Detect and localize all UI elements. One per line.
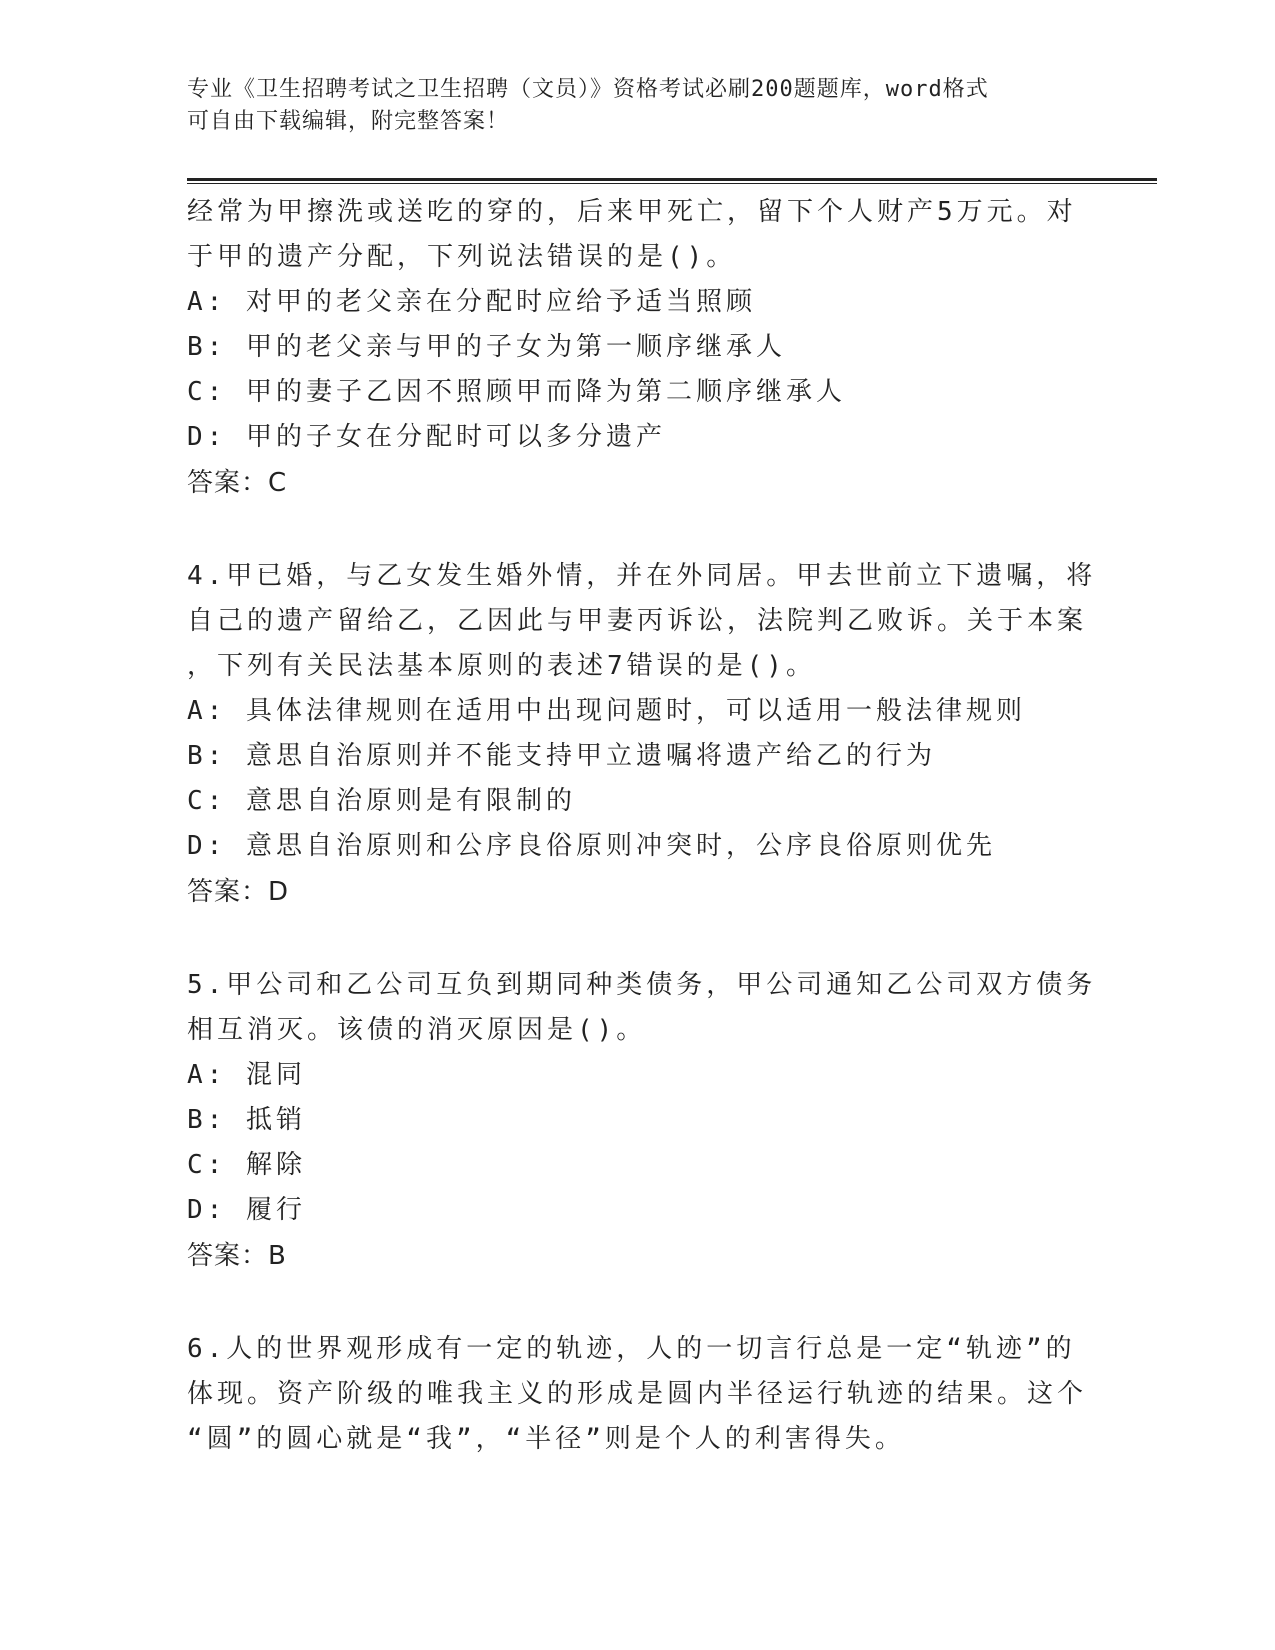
option-d: D: 履行 <box>187 1195 306 1225</box>
option-c: C: 甲的妻子乙因不照顾甲而降为第二顺序继承人 <box>187 377 846 407</box>
option-b: B: 意思自治原则并不能支持甲立遗嘱将遗产给乙的行为 <box>187 741 936 771</box>
option-b: B: 甲的老父亲与甲的子女为第一顺序继承人 <box>187 332 786 362</box>
option-c: C: 意思自治原则是有限制的 <box>187 786 576 816</box>
header-line-1: 专业《卫生招聘考试之卫生招聘（文员）》资格考试必刷200题题库，word格式 <box>187 77 989 102</box>
option-d: D: 意思自治原则和公序良俗原则冲突时，公序良俗原则优先 <box>187 831 996 861</box>
question-text-line: 自己的遗产留给乙，乙因此与甲妻丙诉讼，法院判乙败诉。关于本案 <box>187 606 1088 636</box>
question-5 <box>187 963 1097 1279</box>
question-6 <box>187 1327 1087 1462</box>
option-a: A: 具体法律规则在适用中出现问题时，可以适用一般法律规则 <box>187 696 1026 726</box>
question-text-line: 相互消灭。该债的消灭原因是()。 <box>187 1015 647 1045</box>
header-line-2: 可自由下载编辑，附完整答案！ <box>187 109 510 134</box>
header-rule-thick <box>187 178 1157 181</box>
question-text-line: 6.人的世界观形成有一定的轨迹，人的一切言行总是一定“轨迹”的 <box>187 1334 1076 1364</box>
question-text-line: 4.甲已婚，与乙女发生婚外情，并在外同居。甲去世前立下遗嘱，将 <box>187 561 1097 591</box>
answer: 答案：C <box>187 468 288 498</box>
option-b: B: 抵销 <box>187 1105 306 1135</box>
question-text-line: 经常为甲擦洗或送吃的穿的，后来甲死亡，留下个人财产5万元。对 <box>187 197 1077 227</box>
question-text-line: “圆”的圆心就是“我”，“半径”则是个人的利害得失。 <box>187 1424 905 1454</box>
option-d: D: 甲的子女在分配时可以多分遗产 <box>187 422 666 452</box>
question-4 <box>187 554 1097 915</box>
option-a: A: 混同 <box>187 1060 306 1090</box>
document-body <box>187 190 1097 1462</box>
option-a: A: 对甲的老父亲在分配时应给予适当照顾 <box>187 287 756 317</box>
document-header <box>187 74 1067 138</box>
question-text-line: 于甲的遗产分配，下列说法错误的是()。 <box>187 242 737 272</box>
question-text-line: ，下列有关民法基本原则的表述7错误的是()。 <box>187 651 816 681</box>
header-rule-thin <box>187 183 1157 184</box>
question-text-line: 5.甲公司和乙公司互负到期同种类债务，甲公司通知乙公司双方债务 <box>187 970 1097 1000</box>
answer: 答案：B <box>187 1241 287 1271</box>
question-text-line: 体现。资产阶级的唯我主义的形成是圆内半径运行轨迹的结果。这个 <box>187 1379 1088 1409</box>
option-c: C: 解除 <box>187 1150 306 1180</box>
question-3 <box>187 190 1087 506</box>
answer: 答案：D <box>187 877 290 907</box>
